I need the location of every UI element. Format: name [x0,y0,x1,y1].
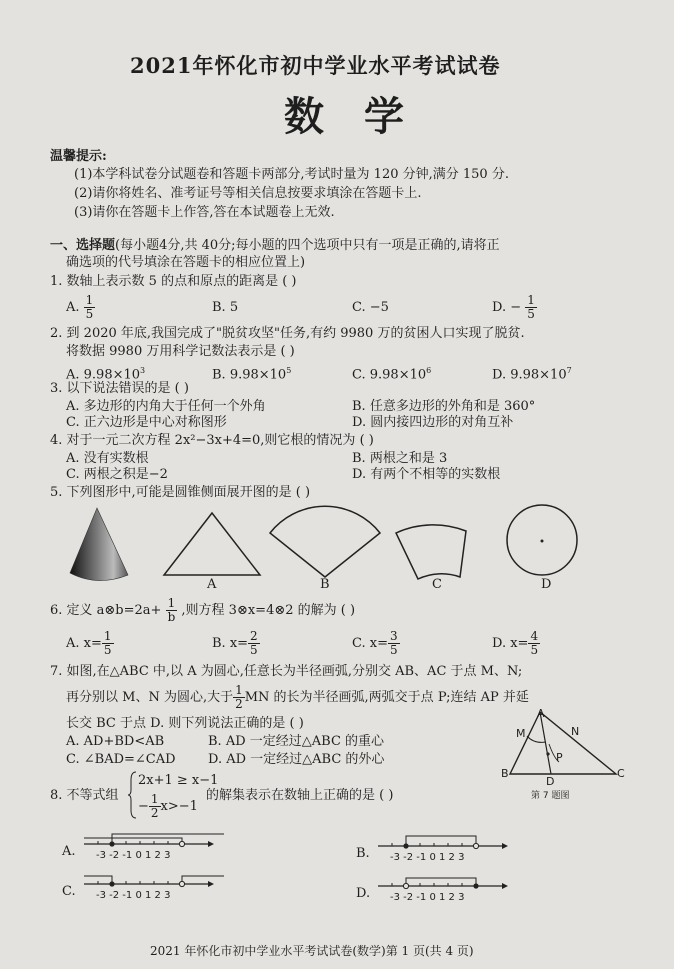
page-footer: 2021 年怀化市初中学业水平考试试卷(数学)第 1 页(共 4 页) [150,944,474,958]
q1-a-label: A. [66,300,80,315]
notice-heading: 温馨提示: [50,149,107,164]
q1-a-num: 1 [85,293,94,307]
q4-stem: 4. 对于一元二次方程 2x²−3x+4=0,则它根的情况为 ( ) [50,433,374,448]
q5-stem: 5. 下列图形中,可能是圆锥侧面展开图的是 ( ) [50,485,311,500]
q2-a-exp: 3 [140,366,146,375]
q8-stem-post: 的解集表示在数轴上正确的是 ( ) [206,788,394,803]
q6-a-num: 1 [103,629,112,643]
q8-option-d-label: D. [356,886,371,901]
section-desc-1: (每小题4分,共 40分;每小题的四个选项中只有一项是正确的,请将正 [115,238,500,253]
q7-fig-label-m: M [516,727,526,740]
q2-c-text: C. 9.98×10 [352,367,427,383]
q6-d-num: 4 [530,629,539,643]
q8-inequality-1: 2x+1 ≥ x−1 [138,773,219,788]
q5-label-d: D [541,577,552,592]
q4-option-a: A. 没有实数根 [66,451,149,466]
q6-d-label: D. x= [492,636,529,651]
q3-stem: 3. 以下说法错误的是 ( ) [50,381,189,396]
q3-option-d: D. 圆内接四边形的对角互补 [352,415,514,430]
q3-option-c: C. 正六边形是中心对称图形 [66,415,227,430]
q8-ineq2-post: x>−1 [160,799,198,814]
q2-stem-1: 2. 到 2020 年底,我国完成了"脱贫攻坚"任务,有约 9980 万的贫困人口实现了脱贫. [50,326,525,341]
q6-c-label: C. x= [352,636,388,651]
q1-option-c: C. −5 [352,300,389,315]
q1-d-num: 1 [527,293,535,307]
q6-option-b [212,630,260,657]
q6-d-fraction [528,630,540,657]
q8-ticks-c: -3 -2 -1 0 1 2 3 [96,890,171,901]
q5-label-b: B [320,577,330,592]
subject-title: 数学 [284,93,444,140]
q6-b-den: 5 [250,643,258,657]
q5-figures [0,505,674,595]
q7-option-c: C. ∠BAD=∠CAD [66,752,176,767]
q6-c-fraction [388,630,400,657]
q2-option-c [352,363,431,383]
q8-brace [128,770,138,820]
q7-line2-den: 2 [235,697,243,711]
q2-c-exp: 6 [426,366,432,375]
q8-ineq2-den: 2 [150,806,159,820]
q1-d-label: D. − [492,300,522,315]
q7-option-a: A. AD+BD<AB [66,734,165,749]
q6-stem-num: 1 [166,597,178,611]
q7-fig-caption: 第 7 题图 [531,791,570,801]
q5-label-a: A [207,577,217,592]
q5-figure-a-triangle [164,513,260,575]
q7-line2-fraction [233,684,245,711]
q7-fig-label-n: N [571,725,580,738]
q7-line2-pre: 再分别以 M、N 为圆心,大于 [66,690,234,705]
q6-d-den: 5 [530,643,539,657]
q4-option-d: D. 有两个不相等的实数根 [352,467,501,482]
q7-line-2 [66,684,529,711]
q4-option-c: C. 两根之积是−2 [66,467,168,482]
q3-option-b: B. 任意多边形的外角和是 360° [352,399,536,414]
q7-line-1: 7. 如图,在△ABC 中,以 A 为圆心,任意长为半径画弧,分别交 AB、AC 于点 M、N; [50,664,523,679]
q1-a-den: 5 [85,307,94,321]
q7-fig-label-b: B [501,767,509,780]
q7-fig-label-c: C [617,767,625,780]
q2-b-text: B. 9.98×10 [212,367,287,383]
notice-item-1: (1)本学科试卷分试题卷和答题卡两部分,考试时量为 120 分钟,满分 150 分. [74,167,509,182]
q6-b-fraction [248,630,260,657]
q8-inequality-2 [138,793,198,820]
q7-fig-label-a: A [537,707,545,720]
q8-ineq2-minus: − [138,799,149,814]
q5-label-c: C [432,577,442,592]
q6-a-den: 5 [103,643,112,657]
q1-stem: 1. 数轴上表示数 5 的点和原点的距离是 ( ) [50,274,297,289]
q7-option-d: D. AD 一定经过△ABC 的外心 [208,752,385,767]
q2-option-d [492,363,572,383]
cone-figure [70,508,128,581]
q5-figure-d-center-dot [541,540,544,543]
q6-a-label: A. x= [66,636,102,651]
q6-stem-den: b [167,610,176,624]
q7-option-b: B. AD 一定经过△ABC 的重心 [208,734,385,749]
q1-a-fraction [84,294,96,321]
q2-a-text: A. 9.98×10 [66,367,141,383]
q6-b-num: 2 [250,629,258,643]
q8-ticks-d: -3 -2 -1 0 1 2 3 [390,892,465,903]
q1-option-a [66,294,95,321]
q6-b-label: B. x= [212,636,249,651]
q1-d-den: 5 [527,307,535,321]
q8-ineq2-fraction [149,793,161,820]
q6-a-fraction [102,630,114,657]
exam-title: 2021年怀化市初中学业水平考试试卷 [130,53,501,78]
q2-option-b [212,363,291,383]
q8-option-c-label: C. [62,884,76,899]
q6-c-den: 5 [389,643,398,657]
q6-stem-pre: 6. 定义 a⊗b=2a+ [50,603,162,618]
q7-fig-label-p: P [556,751,563,764]
q8-ineq2-num: 1 [150,792,159,806]
q6-stem-post: ,则方程 3⊗x=4⊗2 的解为 ( ) [181,603,356,618]
q7-line2-num: 1 [235,683,243,697]
q2-d-exp: 7 [566,366,572,375]
q4-option-b: B. 两根之和是 3 [352,451,448,466]
q5-figure-b-sector [270,506,380,577]
q7-line2-post: MN 的长为半径画弧,两弧交于点 P;连结 AP 并延 [244,690,529,705]
q2-stem-2: 将数据 9980 万用科学记数法表示是 ( ) [66,344,295,359]
q6-stem [50,597,355,624]
q6-stem-fraction [166,597,178,624]
q8-ticks-a: -3 -2 -1 0 1 2 3 [96,850,171,861]
q8-stem-pre: 8. 不等式组 [50,788,119,803]
section-title: 一、选择题 [50,238,116,253]
q3-option-a: A. 多边形的内角大于任何一个外角 [66,399,266,414]
q6-option-a [66,630,114,657]
q6-c-num: 3 [389,629,398,643]
q7-fig-label-d: D [546,775,555,788]
q8-option-b-label: B. [356,846,370,861]
q2-d-text: D. 9.98×10 [492,367,567,383]
q1-d-fraction [525,294,537,321]
q8-option-a-label: A. [62,844,76,859]
q1-option-b: B. 5 [212,300,239,315]
q6-option-d [492,630,540,657]
notice-item-2: (2)请你将姓名、准考证号等相关信息按要求填涂在答题卡上. [74,186,422,201]
q2-b-exp: 5 [286,366,292,375]
notice-item-3: (3)请你在答题卡上作答,答在本试题卷上无效. [74,205,335,220]
q6-option-c [352,630,400,657]
q8-ticks-b: -3 -2 -1 0 1 2 3 [390,852,465,863]
section-heading [50,238,500,254]
section-desc-2: 确选项的代号填涂在答题卡的相应位置上) [66,255,306,270]
q5-figure-c-annular-sector [396,525,466,579]
q7-line-3: 长交 BC 于点 D. 则下列说法正确的是 ( ) [66,716,304,731]
q1-option-d [492,294,537,321]
